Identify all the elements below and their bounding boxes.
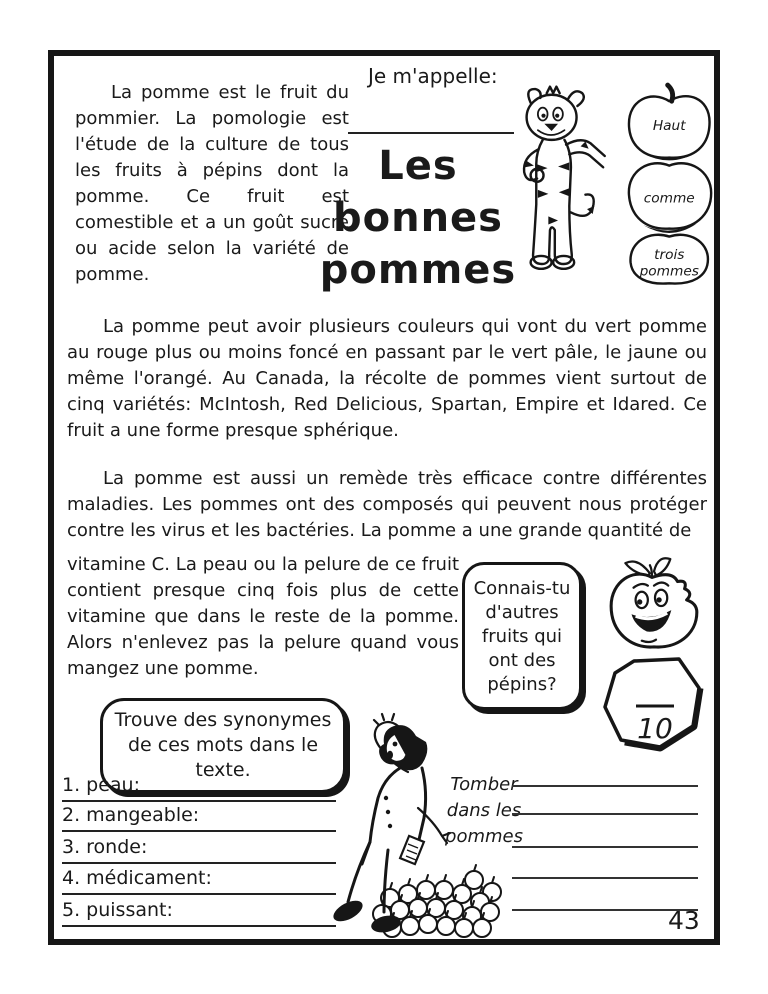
synonym-word-5: 5. puissant: <box>62 899 173 921</box>
idiom-caption: Tomber dans les pommes <box>445 774 523 847</box>
intro-paragraph: La pomme est le fruit du pommier. La pomologie est l'étude de la culture de tous les fruits à pépins dont la pomme. Ce fruit est comestible et a un goût sucré ou acide selon la variété de pomme. <box>75 82 349 285</box>
score-value: 10 <box>637 712 673 745</box>
page-number: 43 <box>668 906 700 935</box>
answer-line-3[interactable] <box>512 846 698 848</box>
tiger-icon <box>524 87 605 269</box>
synonym-blank-line-1[interactable] <box>62 774 336 802</box>
title-line-2: bonnes <box>332 195 503 241</box>
smiley-apple-icon <box>605 554 705 654</box>
worksheet-page <box>48 50 720 945</box>
remedy-paragraph-full: La pomme est aussi un remède très efficace contre différentes maladies. Les pommes ont des composés qui peuvent nous protéger contre les virus et les bactéries. La pomme a une grande quantité de <box>67 468 707 541</box>
name-label: Je m'appelle: <box>368 64 498 88</box>
page-title <box>316 140 520 296</box>
apple-stack-label-middle: comme <box>643 190 695 207</box>
colors-paragraph: La pomme peut avoir plusieurs couleurs qui vont du vert pomme au rouge plus ou moins foncé en passant par le vert pâle, le jaune ou même l'orangé. Au Canada, la récolte de pommes vient surtout de cinq variétés: McIntosh, Red Delicious, Spartan, Empire et Idared. Ce fruit a une forme presque sphérique. <box>67 316 707 441</box>
synonyms-instruction-text: Trouve des synonymes de ces mots dans le texte. <box>114 709 332 781</box>
tiger-and-apple-stack-illustration <box>500 60 716 310</box>
answer-line-1[interactable] <box>512 785 698 787</box>
synonym-word-2: 2. mangeable: <box>62 804 200 826</box>
apple-stack-label-bottom2: pommes <box>639 263 699 280</box>
answer-line-2[interactable] <box>512 813 698 815</box>
remedy-paragraph-narrow: vitamine C. La peau ou la pelure de ce fruit contient presque cinq fois plus de cette vitamine que dans le reste de la pomme. Alors n'enlevez pas la pelure quand vous mangez une pomme. <box>67 554 459 679</box>
synonym-word-1: 1. peau: <box>62 774 141 796</box>
title-line-3: pommes <box>319 247 517 293</box>
synonym-word-4: 4. médicament: <box>62 867 212 889</box>
name-fill-line[interactable] <box>348 116 514 134</box>
synonym-blank-line-5[interactable] <box>62 899 336 927</box>
apple-stack-label-bottom1: trois <box>654 247 685 264</box>
score-badge <box>600 656 706 752</box>
synonym-blank-line-3[interactable] <box>62 836 336 864</box>
answer-line-4[interactable] <box>512 877 698 879</box>
apple-stack-icon <box>629 85 711 284</box>
synonym-blank-line-4[interactable] <box>62 867 336 895</box>
synonym-blank-line-2[interactable] <box>62 804 336 832</box>
question-bubble-text: Connais-tu d'autres fruits qui ont des pépins? <box>473 578 571 695</box>
question-bubble <box>462 562 582 710</box>
synonym-word-3: 3. ronde: <box>62 836 148 858</box>
title-line-1: Les <box>378 143 458 189</box>
apple-stack-label-top: Haut <box>652 118 686 135</box>
